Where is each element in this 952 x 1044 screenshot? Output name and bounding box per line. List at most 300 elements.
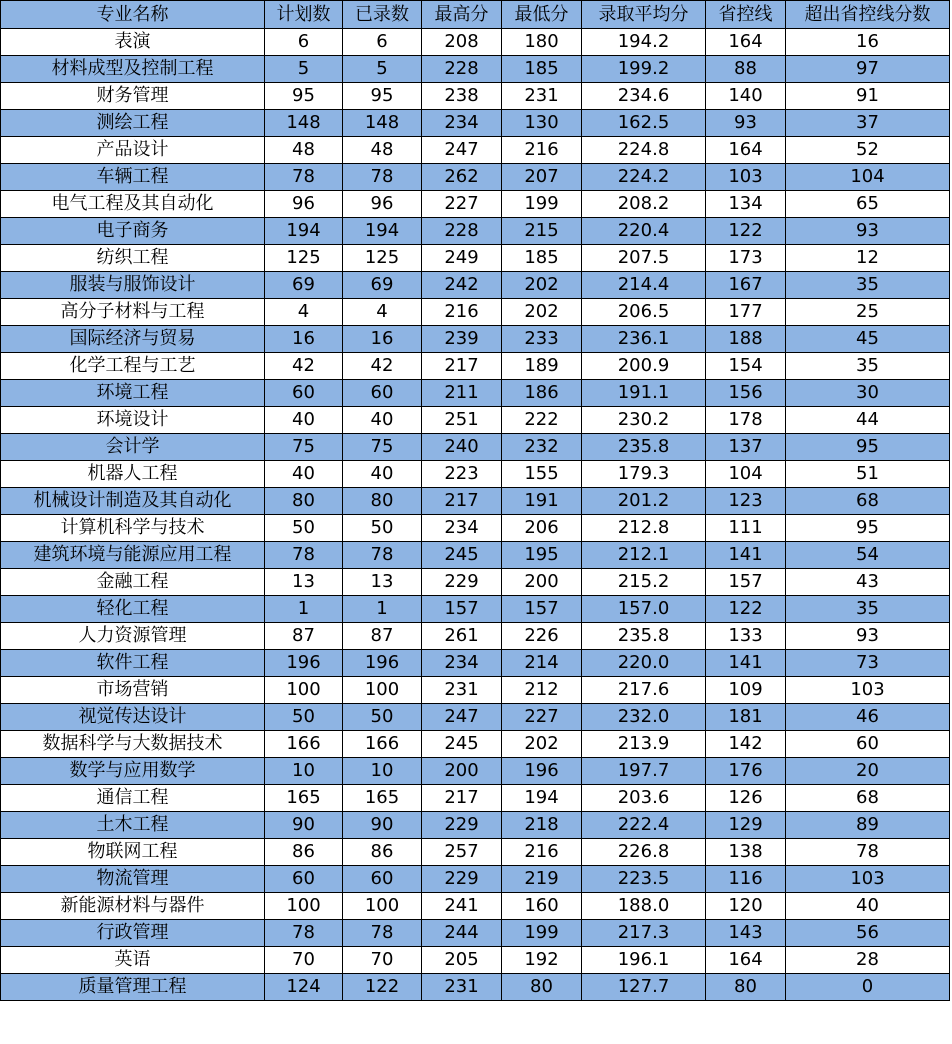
cell-control-line: 116 [706,866,786,893]
cell-major-name: 土木工程 [1,812,265,839]
cell-max-score: 241 [422,893,502,920]
table-row [1,623,950,650]
cell-plan-count: 148 [265,110,343,137]
cell-major-name: 数学与应用数学 [1,758,265,785]
cell-above-control-line: 95 [786,515,950,542]
cell-above-control-line: 44 [786,407,950,434]
cell-control-line: 176 [706,758,786,785]
cell-control-line: 126 [706,785,786,812]
cell-plan-count: 48 [265,137,343,164]
cell-admitted-count: 1 [343,596,422,623]
table-row [1,596,950,623]
cell-above-control-line: 103 [786,677,950,704]
cell-min-score: 185 [502,245,582,272]
cell-major-name: 机器人工程 [1,461,265,488]
cell-plan-count: 69 [265,272,343,299]
cell-plan-count: 50 [265,515,343,542]
table-row [1,218,950,245]
cell-major-name: 环境工程 [1,380,265,407]
cell-above-control-line: 0 [786,974,950,1001]
header-above-control-line: 超出省控线分数 [786,1,950,29]
table-row [1,110,950,137]
cell-major-name: 计算机科学与技术 [1,515,265,542]
cell-control-line: 164 [706,137,786,164]
cell-max-score: 244 [422,920,502,947]
cell-above-control-line: 12 [786,245,950,272]
table-row [1,299,950,326]
cell-min-score: 202 [502,272,582,299]
cell-avg-score: 212.1 [582,542,706,569]
cell-control-line: 129 [706,812,786,839]
cell-major-name: 会计学 [1,434,265,461]
cell-major-name: 英语 [1,947,265,974]
cell-plan-count: 80 [265,488,343,515]
cell-above-control-line: 103 [786,866,950,893]
cell-admitted-count: 100 [343,677,422,704]
cell-avg-score: 199.2 [582,56,706,83]
cell-major-name: 高分子材料与工程 [1,299,265,326]
cell-min-score: 160 [502,893,582,920]
cell-avg-score: 224.2 [582,164,706,191]
cell-plan-count: 10 [265,758,343,785]
cell-above-control-line: 54 [786,542,950,569]
cell-max-score: 223 [422,461,502,488]
cell-above-control-line: 93 [786,218,950,245]
cell-admitted-count: 100 [343,893,422,920]
cell-plan-count: 95 [265,83,343,110]
cell-above-control-line: 20 [786,758,950,785]
cell-avg-score: 194.2 [582,29,706,56]
cell-plan-count: 90 [265,812,343,839]
cell-admitted-count: 196 [343,650,422,677]
cell-control-line: 143 [706,920,786,947]
cell-control-line: 164 [706,947,786,974]
cell-avg-score: 214.4 [582,272,706,299]
cell-admitted-count: 78 [343,920,422,947]
header-min-score: 最低分 [502,1,582,29]
cell-plan-count: 40 [265,461,343,488]
cell-min-score: 207 [502,164,582,191]
cell-control-line: 141 [706,542,786,569]
cell-min-score: 226 [502,623,582,650]
cell-max-score: 205 [422,947,502,974]
cell-major-name: 电子商务 [1,218,265,245]
cell-plan-count: 13 [265,569,343,596]
cell-plan-count: 78 [265,164,343,191]
cell-avg-score: 212.8 [582,515,706,542]
cell-plan-count: 4 [265,299,343,326]
table-row [1,650,950,677]
cell-control-line: 156 [706,380,786,407]
cell-min-score: 200 [502,569,582,596]
cell-above-control-line: 45 [786,326,950,353]
cell-admitted-count: 86 [343,839,422,866]
table-row [1,137,950,164]
cell-min-score: 180 [502,29,582,56]
cell-above-control-line: 104 [786,164,950,191]
table-row [1,245,950,272]
table-row [1,272,950,299]
cell-min-score: 199 [502,920,582,947]
cell-max-score: 242 [422,272,502,299]
cell-admitted-count: 50 [343,704,422,731]
cell-max-score: 247 [422,137,502,164]
cell-avg-score: 207.5 [582,245,706,272]
cell-control-line: 122 [706,218,786,245]
cell-avg-score: 162.5 [582,110,706,137]
cell-plan-count: 78 [265,542,343,569]
cell-control-line: 88 [706,56,786,83]
cell-above-control-line: 60 [786,731,950,758]
cell-admitted-count: 69 [343,272,422,299]
cell-plan-count: 42 [265,353,343,380]
cell-max-score: 249 [422,245,502,272]
cell-admitted-count: 80 [343,488,422,515]
cell-max-score: 262 [422,164,502,191]
cell-max-score: 229 [422,812,502,839]
table-row [1,974,950,1001]
cell-admitted-count: 78 [343,542,422,569]
cell-major-name: 质量管理工程 [1,974,265,1001]
cell-major-name: 新能源材料与器件 [1,893,265,920]
cell-admitted-count: 60 [343,866,422,893]
cell-avg-score: 203.6 [582,785,706,812]
cell-control-line: 177 [706,299,786,326]
table-row [1,839,950,866]
cell-avg-score: 196.1 [582,947,706,974]
cell-max-score: 228 [422,56,502,83]
cell-max-score: 227 [422,191,502,218]
cell-avg-score: 235.8 [582,434,706,461]
cell-plan-count: 70 [265,947,343,974]
cell-major-name: 化学工程与工艺 [1,353,265,380]
cell-max-score: 234 [422,515,502,542]
cell-major-name: 建筑环境与能源应用工程 [1,542,265,569]
cell-max-score: 229 [422,866,502,893]
cell-max-score: 211 [422,380,502,407]
table-row [1,56,950,83]
cell-min-score: 232 [502,434,582,461]
cell-avg-score: 226.8 [582,839,706,866]
cell-admitted-count: 40 [343,407,422,434]
cell-above-control-line: 43 [786,569,950,596]
header-admitted-count: 已录数 [343,1,422,29]
cell-plan-count: 165 [265,785,343,812]
table-row [1,164,950,191]
cell-max-score: 231 [422,677,502,704]
cell-avg-score: 215.2 [582,569,706,596]
cell-admitted-count: 165 [343,785,422,812]
table-row [1,83,950,110]
cell-admitted-count: 122 [343,974,422,1001]
cell-major-name: 物流管理 [1,866,265,893]
cell-major-name: 材料成型及控制工程 [1,56,265,83]
cell-avg-score: 179.3 [582,461,706,488]
cell-above-control-line: 95 [786,434,950,461]
cell-avg-score: 223.5 [582,866,706,893]
cell-admitted-count: 95 [343,83,422,110]
cell-plan-count: 87 [265,623,343,650]
cell-min-score: 192 [502,947,582,974]
cell-avg-score: 157.0 [582,596,706,623]
cell-admitted-count: 5 [343,56,422,83]
cell-avg-score: 188.0 [582,893,706,920]
cell-above-control-line: 25 [786,299,950,326]
cell-max-score: 228 [422,218,502,245]
cell-control-line: 111 [706,515,786,542]
cell-avg-score: 236.1 [582,326,706,353]
cell-max-score: 251 [422,407,502,434]
cell-admitted-count: 13 [343,569,422,596]
cell-admitted-count: 10 [343,758,422,785]
cell-avg-score: 208.2 [582,191,706,218]
table-row [1,434,950,461]
cell-control-line: 154 [706,353,786,380]
cell-plan-count: 194 [265,218,343,245]
table-body [1,29,950,1001]
cell-plan-count: 100 [265,893,343,920]
cell-major-name: 软件工程 [1,650,265,677]
table-row [1,353,950,380]
cell-control-line: 188 [706,326,786,353]
cell-control-line: 157 [706,569,786,596]
table-row [1,812,950,839]
cell-major-name: 服装与服饰设计 [1,272,265,299]
cell-major-name: 国际经济与贸易 [1,326,265,353]
cell-control-line: 178 [706,407,786,434]
cell-admitted-count: 125 [343,245,422,272]
table-row [1,29,950,56]
cell-avg-score: 127.7 [582,974,706,1001]
cell-admitted-count: 166 [343,731,422,758]
cell-min-score: 194 [502,785,582,812]
cell-max-score: 217 [422,785,502,812]
cell-above-control-line: 16 [786,29,950,56]
cell-admitted-count: 78 [343,164,422,191]
header-avg-score: 录取平均分 [582,1,706,29]
table-row [1,380,950,407]
cell-above-control-line: 91 [786,83,950,110]
cell-min-score: 233 [502,326,582,353]
cell-max-score: 231 [422,974,502,1001]
cell-avg-score: 220.4 [582,218,706,245]
table-row [1,920,950,947]
cell-major-name: 测绘工程 [1,110,265,137]
cell-admitted-count: 6 [343,29,422,56]
cell-control-line: 142 [706,731,786,758]
cell-max-score: 217 [422,488,502,515]
cell-above-control-line: 37 [786,110,950,137]
header-plan-count: 计划数 [265,1,343,29]
cell-major-name: 市场营销 [1,677,265,704]
cell-above-control-line: 68 [786,785,950,812]
cell-above-control-line: 56 [786,920,950,947]
cell-min-score: 227 [502,704,582,731]
cell-min-score: 196 [502,758,582,785]
header-control-line: 省控线 [706,1,786,29]
cell-min-score: 189 [502,353,582,380]
cell-plan-count: 86 [265,839,343,866]
cell-max-score: 245 [422,731,502,758]
cell-major-name: 纺织工程 [1,245,265,272]
cell-admitted-count: 16 [343,326,422,353]
cell-above-control-line: 46 [786,704,950,731]
cell-plan-count: 78 [265,920,343,947]
cell-min-score: 216 [502,137,582,164]
cell-min-score: 218 [502,812,582,839]
cell-min-score: 130 [502,110,582,137]
table-header-row [1,1,950,29]
cell-max-score: 157 [422,596,502,623]
table-row [1,785,950,812]
cell-min-score: 202 [502,299,582,326]
cell-max-score: 217 [422,353,502,380]
cell-max-score: 257 [422,839,502,866]
cell-above-control-line: 40 [786,893,950,920]
cell-major-name: 车辆工程 [1,164,265,191]
cell-min-score: 215 [502,218,582,245]
cell-plan-count: 100 [265,677,343,704]
cell-control-line: 122 [706,596,786,623]
cell-above-control-line: 51 [786,461,950,488]
cell-major-name: 财务管理 [1,83,265,110]
cell-min-score: 199 [502,191,582,218]
cell-min-score: 222 [502,407,582,434]
cell-min-score: 202 [502,731,582,758]
cell-max-score: 200 [422,758,502,785]
cell-control-line: 120 [706,893,786,920]
cell-admitted-count: 60 [343,380,422,407]
header-major-name: 专业名称 [1,1,265,29]
table-row [1,407,950,434]
cell-admitted-count: 48 [343,137,422,164]
table-row [1,461,950,488]
cell-plan-count: 125 [265,245,343,272]
cell-major-name: 表演 [1,29,265,56]
cell-avg-score: 222.4 [582,812,706,839]
cell-major-name: 机械设计制造及其自动化 [1,488,265,515]
cell-major-name: 通信工程 [1,785,265,812]
cell-control-line: 137 [706,434,786,461]
cell-admitted-count: 42 [343,353,422,380]
cell-admitted-count: 194 [343,218,422,245]
cell-above-control-line: 35 [786,596,950,623]
cell-above-control-line: 89 [786,812,950,839]
cell-min-score: 155 [502,461,582,488]
cell-admitted-count: 90 [343,812,422,839]
cell-control-line: 80 [706,974,786,1001]
cell-max-score: 247 [422,704,502,731]
cell-min-score: 212 [502,677,582,704]
cell-avg-score: 201.2 [582,488,706,515]
table-row [1,542,950,569]
cell-above-control-line: 93 [786,623,950,650]
cell-control-line: 140 [706,83,786,110]
cell-above-control-line: 78 [786,839,950,866]
cell-max-score: 261 [422,623,502,650]
cell-max-score: 234 [422,650,502,677]
cell-plan-count: 40 [265,407,343,434]
table-row [1,704,950,731]
cell-min-score: 219 [502,866,582,893]
cell-avg-score: 197.7 [582,758,706,785]
table-row [1,569,950,596]
cell-major-name: 轻化工程 [1,596,265,623]
cell-max-score: 234 [422,110,502,137]
table-row [1,758,950,785]
cell-admitted-count: 148 [343,110,422,137]
cell-major-name: 环境设计 [1,407,265,434]
cell-min-score: 80 [502,974,582,1001]
cell-min-score: 206 [502,515,582,542]
cell-control-line: 133 [706,623,786,650]
cell-above-control-line: 35 [786,272,950,299]
cell-plan-count: 60 [265,380,343,407]
cell-avg-score: 232.0 [582,704,706,731]
cell-min-score: 185 [502,56,582,83]
cell-above-control-line: 97 [786,56,950,83]
cell-control-line: 138 [706,839,786,866]
cell-plan-count: 60 [265,866,343,893]
table-row [1,515,950,542]
cell-max-score: 229 [422,569,502,596]
cell-max-score: 239 [422,326,502,353]
cell-plan-count: 96 [265,191,343,218]
cell-min-score: 195 [502,542,582,569]
table-row [1,893,950,920]
cell-major-name: 行政管理 [1,920,265,947]
cell-plan-count: 50 [265,704,343,731]
cell-plan-count: 1 [265,596,343,623]
cell-min-score: 186 [502,380,582,407]
cell-max-score: 240 [422,434,502,461]
cell-admitted-count: 96 [343,191,422,218]
cell-max-score: 238 [422,83,502,110]
cell-plan-count: 75 [265,434,343,461]
cell-avg-score: 235.8 [582,623,706,650]
cell-admitted-count: 75 [343,434,422,461]
cell-plan-count: 196 [265,650,343,677]
cell-avg-score: 217.3 [582,920,706,947]
cell-above-control-line: 30 [786,380,950,407]
cell-plan-count: 16 [265,326,343,353]
cell-admitted-count: 70 [343,947,422,974]
cell-max-score: 245 [422,542,502,569]
cell-control-line: 164 [706,29,786,56]
cell-min-score: 191 [502,488,582,515]
table-row [1,731,950,758]
cell-major-name: 物联网工程 [1,839,265,866]
cell-avg-score: 206.5 [582,299,706,326]
cell-control-line: 109 [706,677,786,704]
cell-avg-score: 224.8 [582,137,706,164]
header-max-score: 最高分 [422,1,502,29]
cell-control-line: 181 [706,704,786,731]
cell-above-control-line: 52 [786,137,950,164]
cell-control-line: 104 [706,461,786,488]
cell-max-score: 208 [422,29,502,56]
cell-major-name: 人力资源管理 [1,623,265,650]
cell-control-line: 141 [706,650,786,677]
cell-avg-score: 230.2 [582,407,706,434]
cell-control-line: 103 [706,164,786,191]
cell-major-name: 视觉传达设计 [1,704,265,731]
cell-above-control-line: 35 [786,353,950,380]
table-row [1,191,950,218]
cell-control-line: 173 [706,245,786,272]
cell-admitted-count: 50 [343,515,422,542]
cell-plan-count: 5 [265,56,343,83]
